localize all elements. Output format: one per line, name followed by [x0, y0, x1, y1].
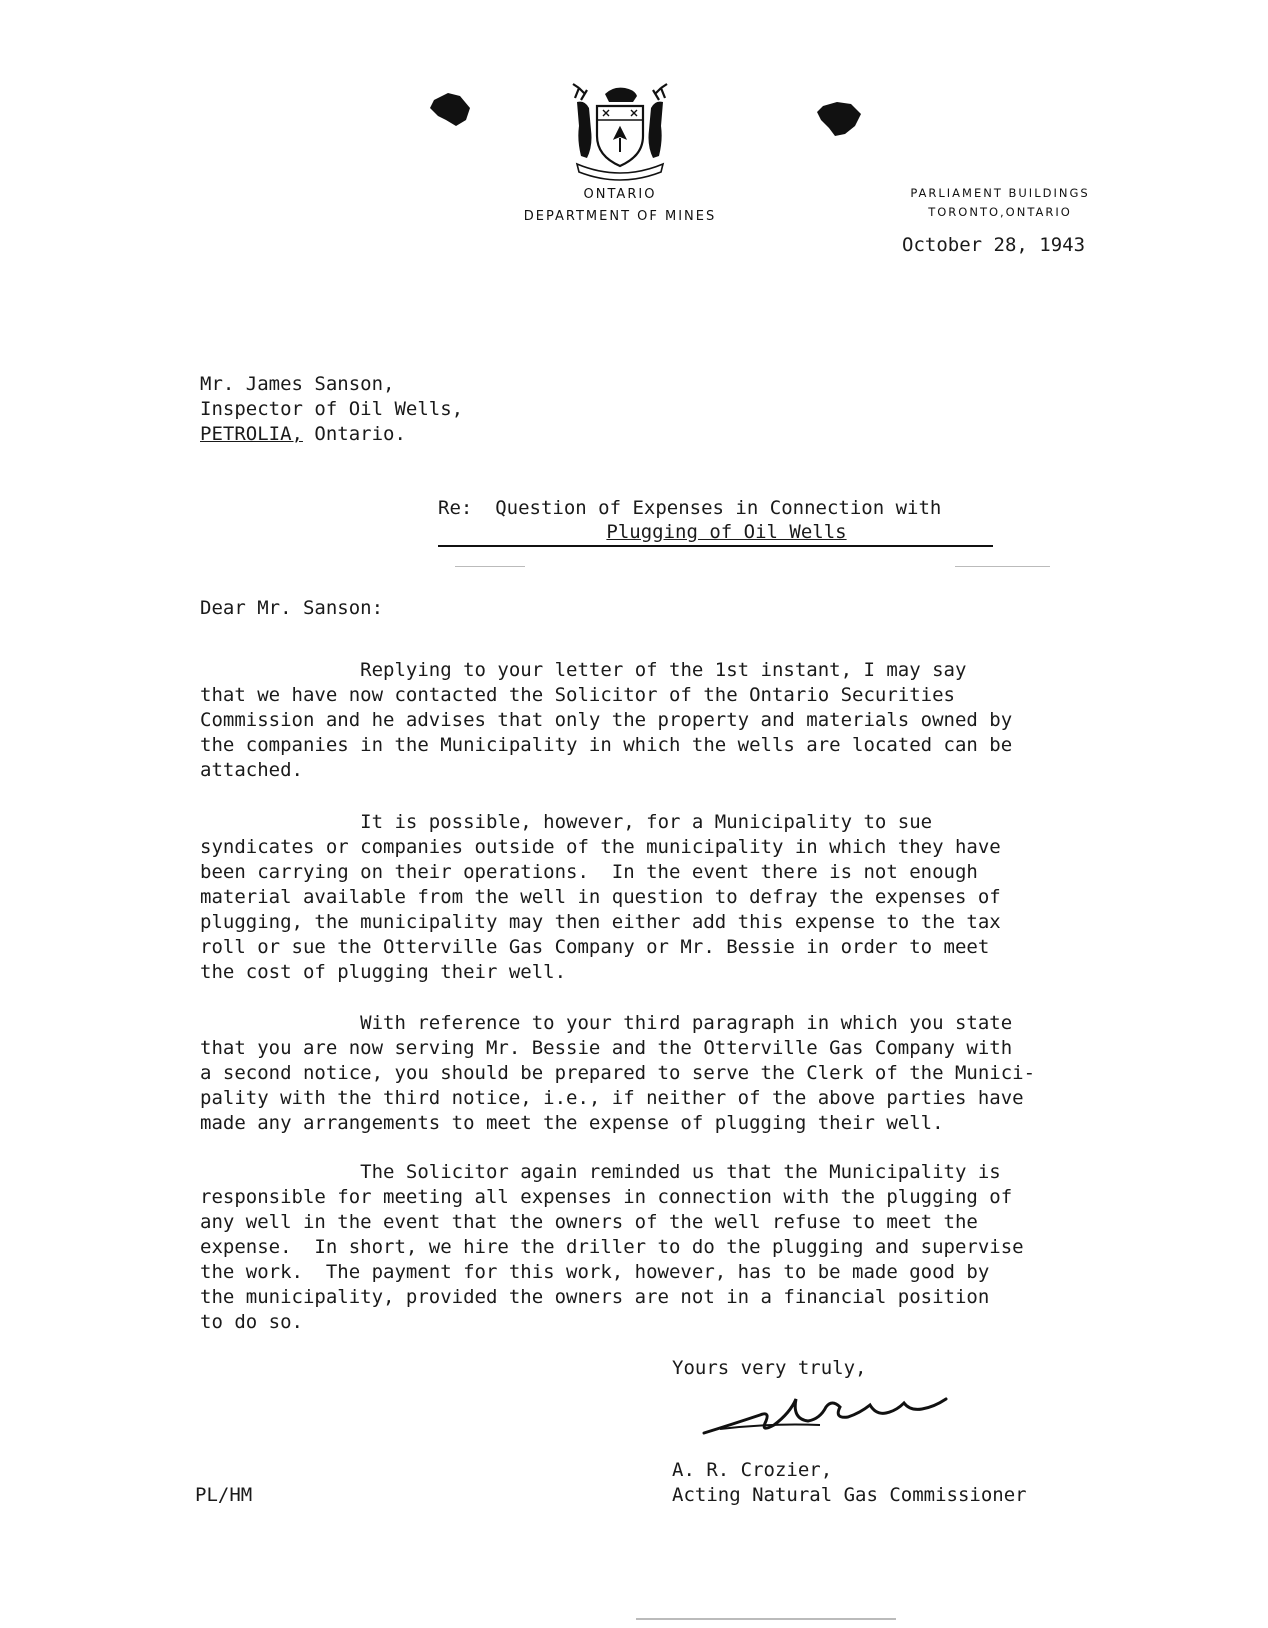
paragraph-2: It is possible, however, for a Municipality to sue syndicates or companies outside of the municipality in which they have been carrying on their operations. In the event there is not enough material available from the well in question to defray the expenses of plugging, the municipality may then either add this expense to the tax roll or sue the Otterville Gas Company or Mr. Bessie in order to meet the cost of plugging their well.: [200, 811, 1001, 983]
letter-date: October 28, 1943: [902, 234, 1086, 256]
letterhead-address-line2: TORONTO,ONTARIO: [928, 205, 1072, 219]
ink-blot-right: [815, 100, 865, 140]
re-label: Re:: [438, 497, 473, 519]
recipient-city: PETROLIA,: [200, 423, 303, 445]
recipient-name: Mr. James Sanson,: [200, 373, 395, 395]
salutation: Dear Mr. Sanson:: [200, 597, 384, 619]
scan-artifact-dash-2: [955, 566, 1050, 567]
subject-line1: Question of Expenses in Connection with: [495, 497, 942, 519]
scan-artifact-dash: [455, 566, 525, 567]
paragraph-1: Replying to your letter of the 1st instant, I may say that we have now contacted the Solicitor of the Ontario Securities Commission and he advises that only the property and materials owned by the companies in the Municipality in which the wells are located can be attached.: [200, 659, 1013, 781]
letterhead-address-line1: PARLIAMENT BUILDINGS: [910, 186, 1090, 200]
letterhead-address: [885, 184, 1115, 222]
letterhead-org-line1: ONTARIO: [583, 187, 657, 202]
recipient-province: Ontario.: [302, 423, 406, 445]
letterhead-department: [490, 184, 750, 228]
subject-line: [438, 497, 993, 543]
scan-artifact-bottom: [636, 1618, 896, 1620]
paragraph-4: The Solicitor again reminded us that the Municipality is responsible for meeting all expenses in connection with the plugging of any well in the event that the owners of the well refuse to meet the expense. In short, we hire the driller to do the plugging and supervise the work. The payment for this work, however, has to be made good by the municipality, provided the owners are not in a financial position to do so.: [200, 1161, 1024, 1333]
paragraph-3: With reference to your third paragraph in which you state that you are now serving Mr. Bessie and the Otterville Gas Company with a second notice, you should be prepared to serve the Clerk of the Munici- pality with the third notice, i.e., if neither of the above parties have made any arrangements to meet the expense of plugging their well.: [200, 1012, 1036, 1134]
signer-title: Acting Natural Gas Commissioner: [672, 1484, 1027, 1506]
subject-rule: [438, 545, 993, 547]
ink-blot-left: [428, 90, 476, 130]
letterhead-org-line2: DEPARTMENT OF MINES: [523, 209, 717, 224]
recipient-title: Inspector of Oil Wells,: [200, 398, 464, 420]
reference-initials: PL/HM: [195, 1484, 253, 1506]
subject-line2: Plugging of Oil Wells: [606, 521, 847, 543]
signer-name: A. R. Crozier,: [672, 1459, 833, 1481]
recipient-address: [200, 372, 463, 447]
ontario-coat-of-arms-seal: [565, 80, 675, 184]
signer-block: [672, 1458, 1027, 1508]
recipient-location: [200, 422, 463, 447]
valediction: Yours very truly,: [672, 1357, 867, 1379]
handwritten-signature: [700, 1385, 950, 1445]
